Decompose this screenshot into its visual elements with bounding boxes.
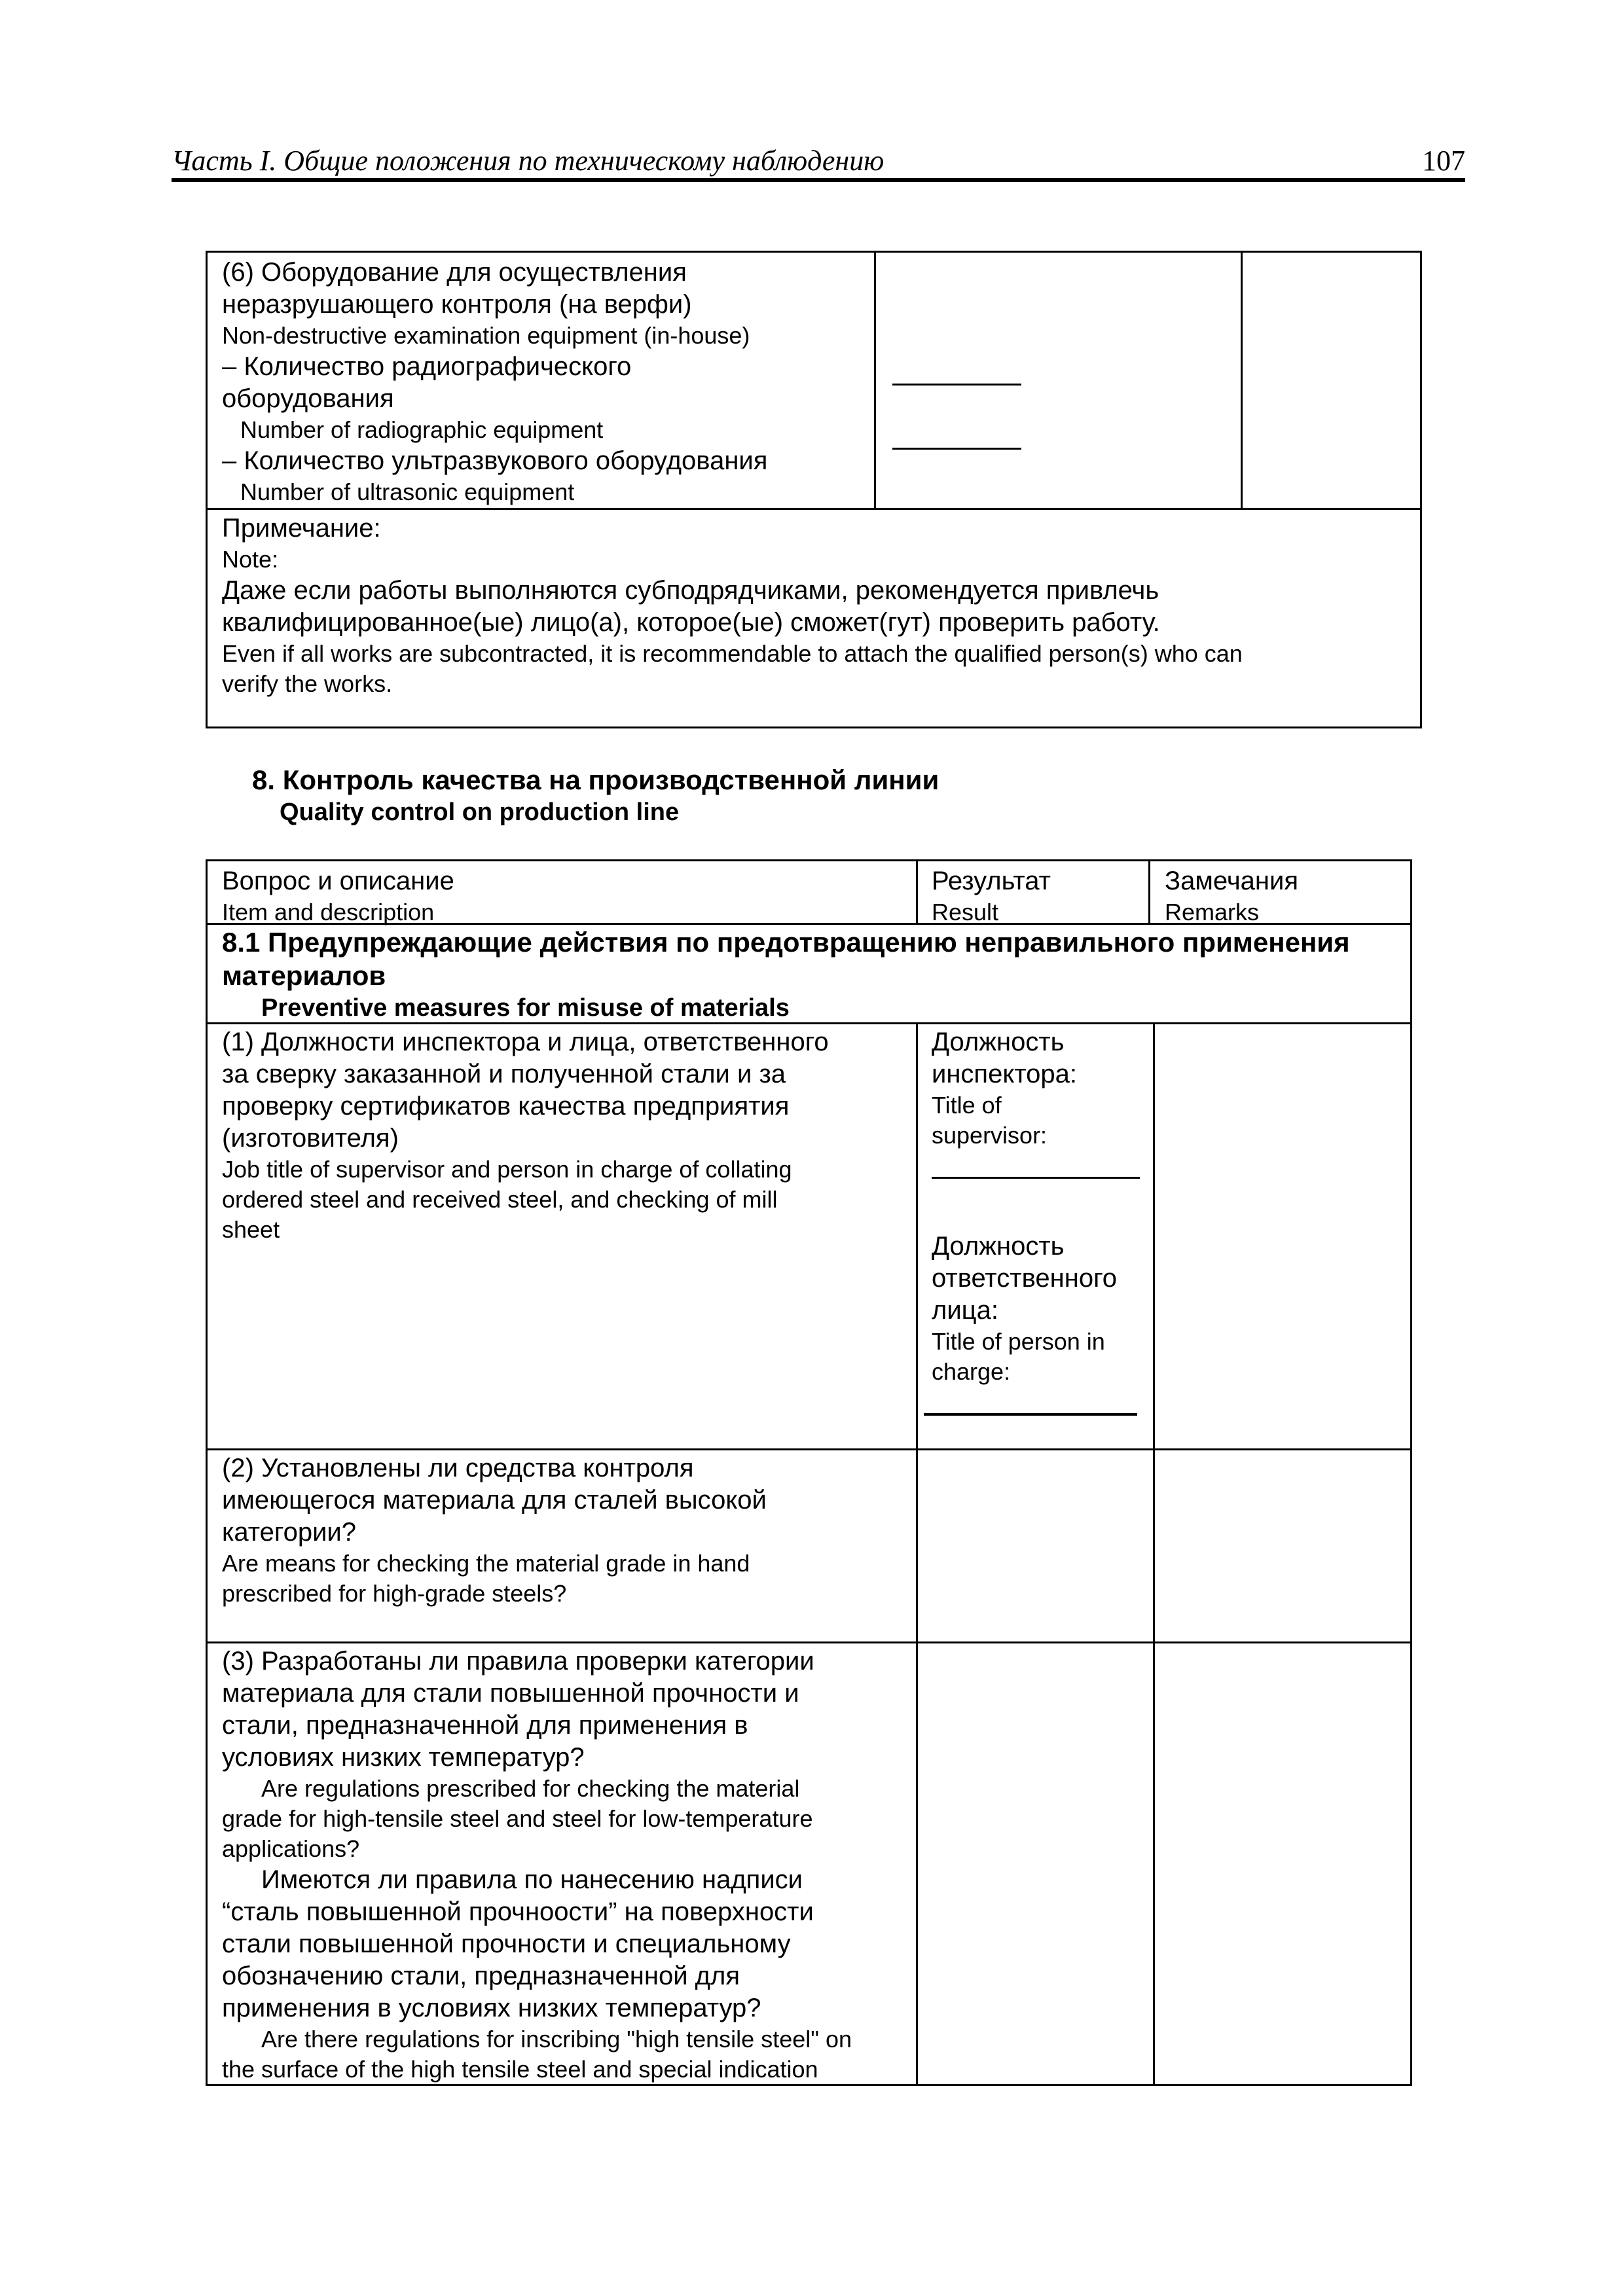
running-title: Часть I. Общие положения по техническому наблюдению	[172, 145, 884, 177]
row1-ru-line: проверку сертификатов качества предприятия	[222, 1092, 790, 1121]
row3-en-line: applications?	[222, 1835, 360, 1862]
person-in-charge-label-en: charge:	[932, 1358, 1011, 1385]
row3-ru-line: Имеются ли правила по нанесению надписи	[261, 1865, 803, 1894]
header-remarks	[1165, 865, 1298, 927]
row2-ru-line: имеющегося материала для сталей высокой	[222, 1486, 767, 1515]
person-in-charge-blank	[924, 1413, 1137, 1416]
header-remarks-en: Remarks	[1165, 899, 1260, 925]
row3-ru-line: условиях низких температур?	[222, 1743, 585, 1772]
row3-ru-line: стали повышенной прочности и специальному	[222, 1929, 791, 1958]
supervisor-title-label-ru: Должность	[932, 1028, 1065, 1056]
row2-ru-line: (2) Установлены ли средства контроля	[222, 1454, 694, 1482]
item6-ru-line: неразрушающего контроля (на верфи)	[222, 290, 692, 319]
header-remarks-ru: Замечания	[1165, 867, 1299, 895]
equipment-table	[206, 251, 1422, 728]
row2-description	[222, 1452, 909, 1609]
person-in-charge-label-ru: лица:	[932, 1296, 998, 1325]
row1-ru-line: (изготовителя)	[222, 1124, 399, 1153]
note-en-line: verify the works.	[222, 670, 393, 697]
row1-en-line: sheet	[222, 1216, 280, 1243]
item6-ru-line: (6) Оборудование для осуществления	[222, 258, 687, 287]
supervisor-title-field[interactable]	[932, 1177, 1148, 1216]
header-divider	[916, 861, 918, 923]
row2-en-line: Are means for checking the material grade in hand	[222, 1550, 750, 1577]
column-divider	[916, 1022, 918, 2086]
row3-en-line: Are there regulations for inscribing "high tensile steel" on	[261, 2026, 852, 2053]
item6-remarks-cell	[1243, 253, 1420, 508]
header-item-en: Item and description	[222, 899, 435, 925]
row3-description	[222, 1645, 915, 2085]
section-title-en: Quality control on production line	[280, 798, 680, 826]
row-divider	[208, 1641, 1410, 1643]
header-item	[222, 865, 454, 927]
row1-description	[222, 1026, 909, 1245]
supervisor-title-label-en: Title of	[932, 1092, 1002, 1119]
ultrasonic-count-blank	[892, 448, 1021, 450]
subsection-title-ru: 8.1 Предупреждающие действия по предотвращению неправильного применения	[222, 927, 1350, 958]
supervisor-title-label-en: supervisor:	[932, 1122, 1048, 1149]
item6-result-cell	[876, 253, 1243, 508]
row1-ru-line: за сверку заказанной и полученной стали и за	[222, 1060, 786, 1088]
item6-ru-line: – Количество ультразвукового оборудования	[222, 446, 768, 475]
row3-ru-line: применения в условиях низких температур?	[222, 1994, 761, 2022]
item6-en-line: Number of radiographic equipment	[240, 416, 604, 443]
header-result-ru: Результат	[932, 867, 1051, 895]
item6-en-line: Number of ultrasonic equipment	[240, 478, 575, 505]
row3-en-line: grade for high-tensile steel and steel for low-temperature	[222, 1805, 813, 1832]
person-in-charge-label-en: Title of person in	[932, 1328, 1105, 1355]
page-header	[172, 140, 1465, 181]
row2-ru-line: категории?	[222, 1518, 356, 1547]
row1-en-line: ordered steel and received steel, and checking of mill	[222, 1186, 778, 1213]
note-label-ru: Примечание:	[222, 514, 381, 543]
item6-en-line: Non-destructive examination equipment (in-house)	[222, 322, 750, 349]
row-divider	[208, 1448, 1410, 1450]
subsection-title-ru: материалов	[222, 960, 386, 991]
person-in-charge-label-ru: Должность	[932, 1232, 1065, 1261]
header-result	[932, 865, 1051, 927]
header-rule	[172, 178, 1465, 182]
quality-control-table	[206, 859, 1412, 2086]
row3-ru-line: (3) Разработаны ли правила проверки категории	[222, 1647, 814, 1676]
row3-en-line: the surface of the high tensile steel and special indication	[222, 2056, 818, 2083]
section-heading	[252, 763, 939, 828]
radiographic-count-blank	[892, 384, 1021, 386]
note-label-en: Note:	[222, 546, 279, 573]
row2-en-line: prescribed for high-grade steels?	[222, 1580, 567, 1607]
item6-ru-line: оборудования	[222, 384, 394, 413]
row1-result	[932, 1026, 1148, 1452]
supervisor-title-label-ru: инспектора:	[932, 1060, 1078, 1088]
page-number: 107	[1422, 145, 1465, 177]
row3-en-line: Are regulations prescribed for checking the material	[261, 1775, 800, 1802]
subsection-heading	[222, 925, 1400, 1024]
item6-description-cell	[208, 253, 876, 508]
supervisor-title-blank	[932, 1177, 1140, 1179]
header-divider	[1148, 861, 1150, 923]
section-title-ru: 8. Контроль качества на производственной линии	[252, 764, 939, 795]
column-divider	[1153, 1022, 1155, 2086]
row1-en-line: Job title of supervisor and person in charge of collating	[222, 1156, 792, 1183]
row1-ru-line: (1) Должности инспектора и лица, ответственного	[222, 1028, 829, 1056]
note-en-line: Even if all works are subcontracted, it is recommendable to attach the qualified person(s) who can	[222, 640, 1243, 667]
note-cell	[208, 508, 1420, 726]
header-item-ru: Вопрос и описание	[222, 867, 454, 895]
row3-ru-line: стали, предназначенной для применения в	[222, 1711, 748, 1740]
subsection-title-en: Preventive measures for misuse of materials	[261, 994, 790, 1022]
header-result-en: Result	[932, 899, 999, 925]
person-in-charge-field[interactable]	[932, 1413, 1148, 1452]
person-in-charge-label-ru: ответственного	[932, 1264, 1118, 1293]
row3-ru-line: материала для стали повышенной прочности и	[222, 1679, 799, 1708]
note-ru-line: квалифицированное(ые) лицо(а), которое(ые) сможет(гут) проверить работу.	[222, 608, 1160, 637]
row3-ru-line: “сталь повышенной прочноости” на поверхности	[222, 1897, 814, 1926]
row3-ru-line: обозначению стали, предназначенной для	[222, 1962, 740, 1990]
note-ru-line: Даже если работы выполняются субподрядчиками, рекомендуется привлечь	[222, 576, 1159, 605]
item6-ru-line: – Количество радиографического	[222, 352, 632, 381]
